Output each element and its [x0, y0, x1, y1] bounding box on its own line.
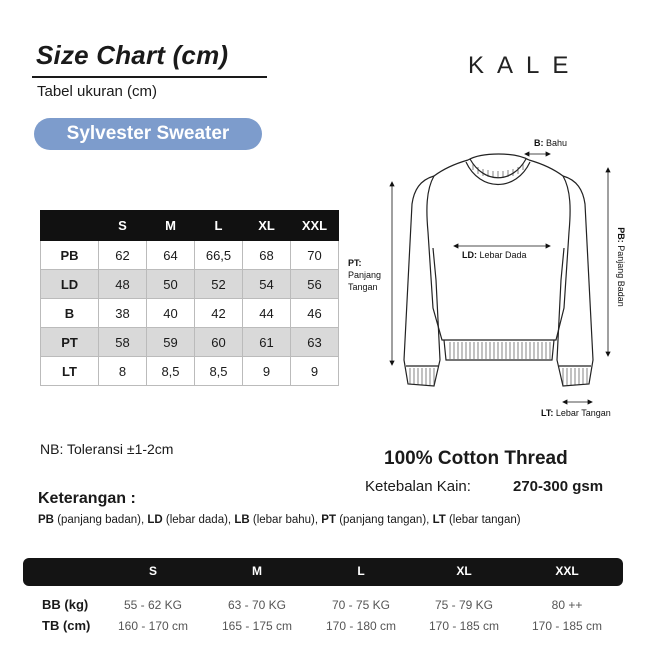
table-row [41, 299, 339, 328]
table-cell: 63 - 70 KG [227, 598, 287, 612]
legend-desc: (panjang tangan), [339, 514, 430, 526]
legend-desc: (panjang badan), [57, 514, 145, 526]
fit-table-header-bar [23, 558, 623, 586]
table-row [41, 328, 339, 357]
size-col-header: M [147, 211, 195, 241]
size-col-header: L [195, 211, 243, 241]
row-label: PT [41, 328, 99, 357]
table-cell: 70 [291, 241, 339, 270]
table-cell: 8,5 [147, 357, 195, 386]
table-cell: 44 [243, 299, 291, 328]
pb-abbr: PB: [616, 227, 626, 243]
fit-col-header: M [252, 564, 262, 578]
page-title: Size Chart (cm) [36, 40, 229, 70]
fit-col-header: XL [456, 564, 472, 578]
table-cell: 66,5 [195, 241, 243, 270]
lt-text: Lebar Tangan [555, 408, 611, 418]
table-row [41, 241, 339, 270]
legend-abbr: LD [147, 514, 163, 526]
fit-col-header: XXL [555, 564, 579, 578]
pt-abbr: PT: [348, 258, 362, 268]
lt-label [541, 408, 611, 418]
table-cell: 75 - 79 KG [434, 598, 494, 612]
table-cell: 62 [99, 241, 147, 270]
legend-abbr: PT [321, 514, 336, 526]
size-col-header: S [99, 211, 147, 241]
table-cell: 42 [195, 299, 243, 328]
table-cell: 80 ++ [551, 598, 583, 612]
bahu-label [534, 138, 567, 148]
table-cell: 56 [291, 270, 339, 299]
row-label: PB [41, 241, 99, 270]
title-underline [32, 76, 267, 78]
pt-text-line2: Tangan [348, 282, 378, 292]
legend-title: Keterangan : [38, 490, 136, 507]
table-cell: 48 [99, 270, 147, 299]
table-cell: 59 [147, 328, 195, 357]
size-col-header: XXL [291, 211, 339, 241]
fit-row-label: BB (kg) [42, 597, 89, 612]
legend-desc: (lebar dada), [165, 514, 232, 526]
table-cell: 54 [243, 270, 291, 299]
table-cell: 55 - 62 KG [123, 598, 183, 612]
table-cell: 8,5 [195, 357, 243, 386]
table-cell: 60 [195, 328, 243, 357]
table-cell: 64 [147, 241, 195, 270]
table-row [41, 357, 339, 386]
size-table-header [41, 211, 339, 241]
table-cell: 68 [243, 241, 291, 270]
row-label: LT [41, 357, 99, 386]
table-cell: 9 [243, 357, 291, 386]
tolerance-note: NB: Toleransi ±1-2cm [40, 441, 174, 457]
material-text: 100% Cotton Thread [384, 448, 568, 469]
table-cell: 61 [243, 328, 291, 357]
table-cell: 8 [99, 357, 147, 386]
table-cell: 46 [291, 299, 339, 328]
brand-logo: KALE [468, 52, 582, 79]
legend-desc: (lebar bahu), [252, 514, 319, 526]
bahu-abbr: B: [534, 138, 544, 148]
legend-text [38, 514, 521, 526]
ld-abbr: LD: [462, 250, 477, 260]
pb-label [616, 212, 626, 322]
table-cell: 170 - 180 cm [325, 619, 397, 633]
table-cell: 70 - 75 KG [331, 598, 391, 612]
page-subtitle: Tabel ukuran (cm) [37, 83, 158, 100]
table-cell: 170 - 185 cm [531, 619, 603, 633]
ld-label [462, 250, 527, 260]
fit-col-header: L [357, 564, 365, 578]
table-row [41, 270, 339, 299]
pb-text: Panjang Badan [616, 245, 626, 307]
product-name-badge: Sylvester Sweater [34, 118, 262, 150]
table-cell: 50 [147, 270, 195, 299]
legend-abbr: LB [234, 514, 250, 526]
size-table [40, 210, 339, 386]
pt-label [348, 257, 381, 293]
pt-text-line1: Panjang [348, 270, 382, 280]
table-cell: 38 [99, 299, 147, 328]
lt-abbr: LT: [541, 408, 554, 418]
bahu-text: Bahu [546, 138, 568, 148]
thickness-value: 270-300 gsm [513, 478, 604, 495]
row-label: LD [41, 270, 99, 299]
table-cell: 63 [291, 328, 339, 357]
fit-col-header: S [148, 564, 157, 578]
legend-abbr: PB [38, 514, 54, 526]
table-cell: 165 - 175 cm [221, 619, 293, 633]
legend-desc: (lebar tangan) [448, 514, 521, 526]
row-label: B [41, 299, 99, 328]
table-cell: 40 [147, 299, 195, 328]
table-cell: 160 - 170 cm [117, 619, 189, 633]
table-cell: 52 [195, 270, 243, 299]
table-cell: 58 [99, 328, 147, 357]
ld-text: Lebar Dada [479, 250, 527, 260]
fit-row-label: TB (cm) [42, 618, 91, 633]
thickness-label: Ketebalan Kain: [365, 478, 471, 495]
legend-abbr: LT [432, 514, 446, 526]
table-cell: 9 [291, 357, 339, 386]
size-col-header: XL [243, 211, 291, 241]
size-table-corner [41, 211, 99, 241]
table-cell: 170 - 185 cm [428, 619, 500, 633]
